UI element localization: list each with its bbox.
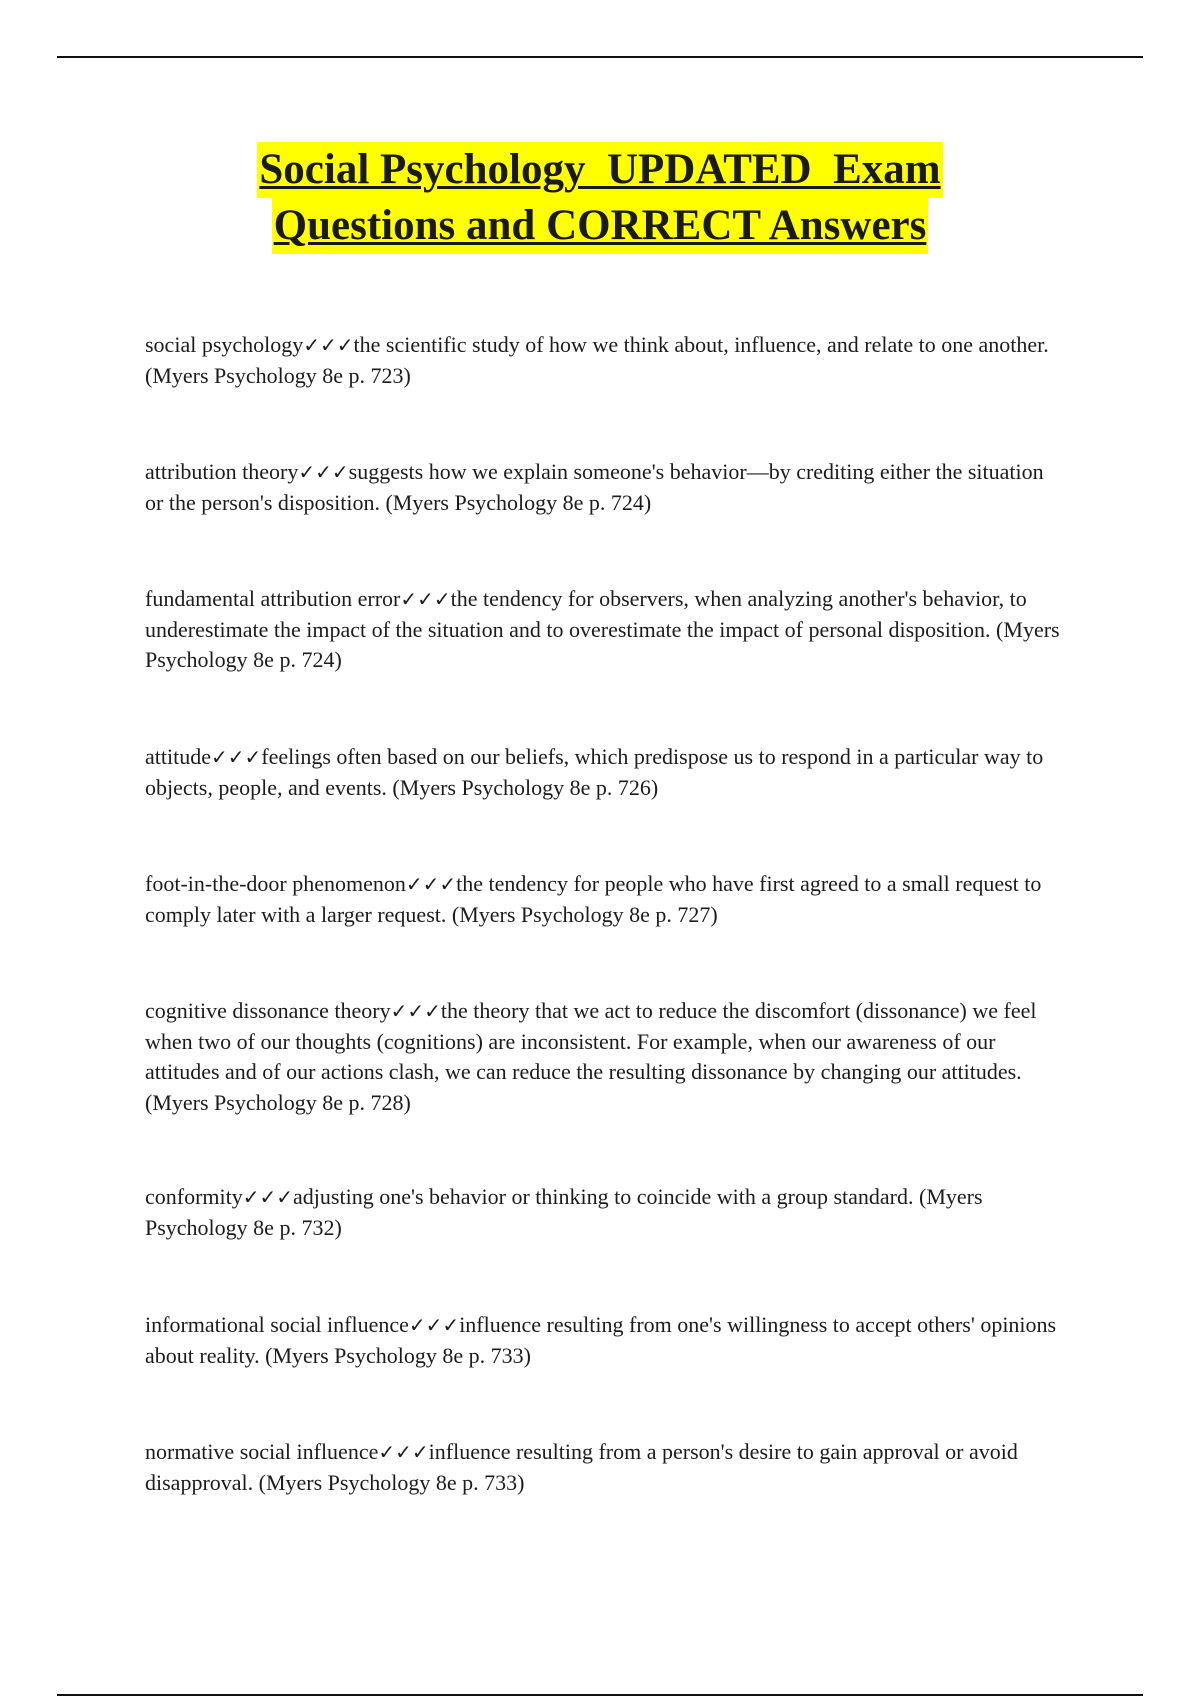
entry-social-psychology xyxy=(145,330,1065,391)
check-marks: ✓✓✓ xyxy=(298,460,349,484)
entry-definition: influence resulting from a person's desire to gain approval or avoid disapproval. (Myers Psychology 8e p. 733) xyxy=(145,1439,1018,1495)
entry-definition: the theory that we act to reduce the discomfort (dissonance) we feel when two of our thoughts (cognitions) are inconsistent. For example, when our awareness of our attitudes and of our actions clash, we can reduce the resulting dissonance by changing our attitudes. (Myers Psychology 8e p. 728) xyxy=(145,998,1037,1115)
entry-term: cognitive dissonance theory xyxy=(145,998,391,1023)
entry-foot-in-the-door xyxy=(145,869,1065,930)
entry-fundamental-attribution-error xyxy=(145,584,1065,676)
entry-definition: influence resulting from one's willingness to accept others' opinions about reality. (Myers Psychology 8e p. 733) xyxy=(145,1312,1057,1368)
check-marks: ✓✓✓ xyxy=(400,587,451,611)
entry-term: conformity xyxy=(145,1184,243,1209)
title-line-1: Social Psychology UPDATED Exam xyxy=(257,142,942,198)
top-rule xyxy=(57,56,1143,58)
entry-definition: suggests how we explain someone's behavior—by crediting either the situation or the person's disposition. (Myers Psychology 8e p. 724) xyxy=(145,459,1044,515)
entry-definition: adjusting one's behavior or thinking to coincide with a group standard. (Myers Psychology 8e p. 732) xyxy=(145,1184,983,1240)
entry-term: normative social influence xyxy=(145,1439,379,1464)
entry-term: fundamental attribution error xyxy=(145,586,401,611)
entry-definition: the tendency for observers, when analyzing another's behavior, to underestimate the impact of the situation and to overestimate the impact of personal disposition. (Myers Psychology 8e p. 724) xyxy=(145,586,1060,672)
entry-informational-social-influence xyxy=(145,1310,1065,1371)
document-title xyxy=(0,142,1200,254)
check-marks: ✓✓✓ xyxy=(408,1313,460,1337)
check-marks: ✓✓✓ xyxy=(242,1185,294,1209)
check-marks: ✓✓✓ xyxy=(390,999,441,1023)
entry-definition: the tendency for people who have first agreed to a small request to comply later with a larger request. (Myers Psychology 8e p. 727) xyxy=(145,871,1042,927)
entry-attribution-theory xyxy=(145,457,1065,518)
entry-term: foot-in-the-door phenomenon xyxy=(145,871,406,896)
title-line-2: Questions and CORRECT Answers xyxy=(272,198,929,254)
entry-normative-social-influence xyxy=(145,1437,1065,1498)
check-marks: ✓✓✓ xyxy=(303,333,354,357)
entry-cognitive-dissonance-theory xyxy=(145,996,1065,1118)
entry-term: social psychology xyxy=(145,332,304,357)
entry-conformity xyxy=(145,1182,1065,1243)
entry-attitude xyxy=(145,742,1065,803)
entry-definition: feelings often based on our beliefs, which predispose us to respond in a particular way to objects, people, and events. (Myers Psychology 8e p. 726) xyxy=(145,744,1044,800)
entry-definition: the scientific study of how we think about, influence, and relate to one another. (Myers Psychology 8e p. 723) xyxy=(145,332,1049,388)
entry-term: informational social influence xyxy=(145,1312,409,1337)
entry-term: attribution theory xyxy=(145,459,299,484)
check-marks: ✓✓✓ xyxy=(210,745,262,769)
check-marks: ✓✓✓ xyxy=(405,872,457,896)
entry-term: attitude xyxy=(145,744,211,769)
check-marks: ✓✓✓ xyxy=(378,1440,429,1464)
bottom-rule xyxy=(57,1694,1143,1696)
